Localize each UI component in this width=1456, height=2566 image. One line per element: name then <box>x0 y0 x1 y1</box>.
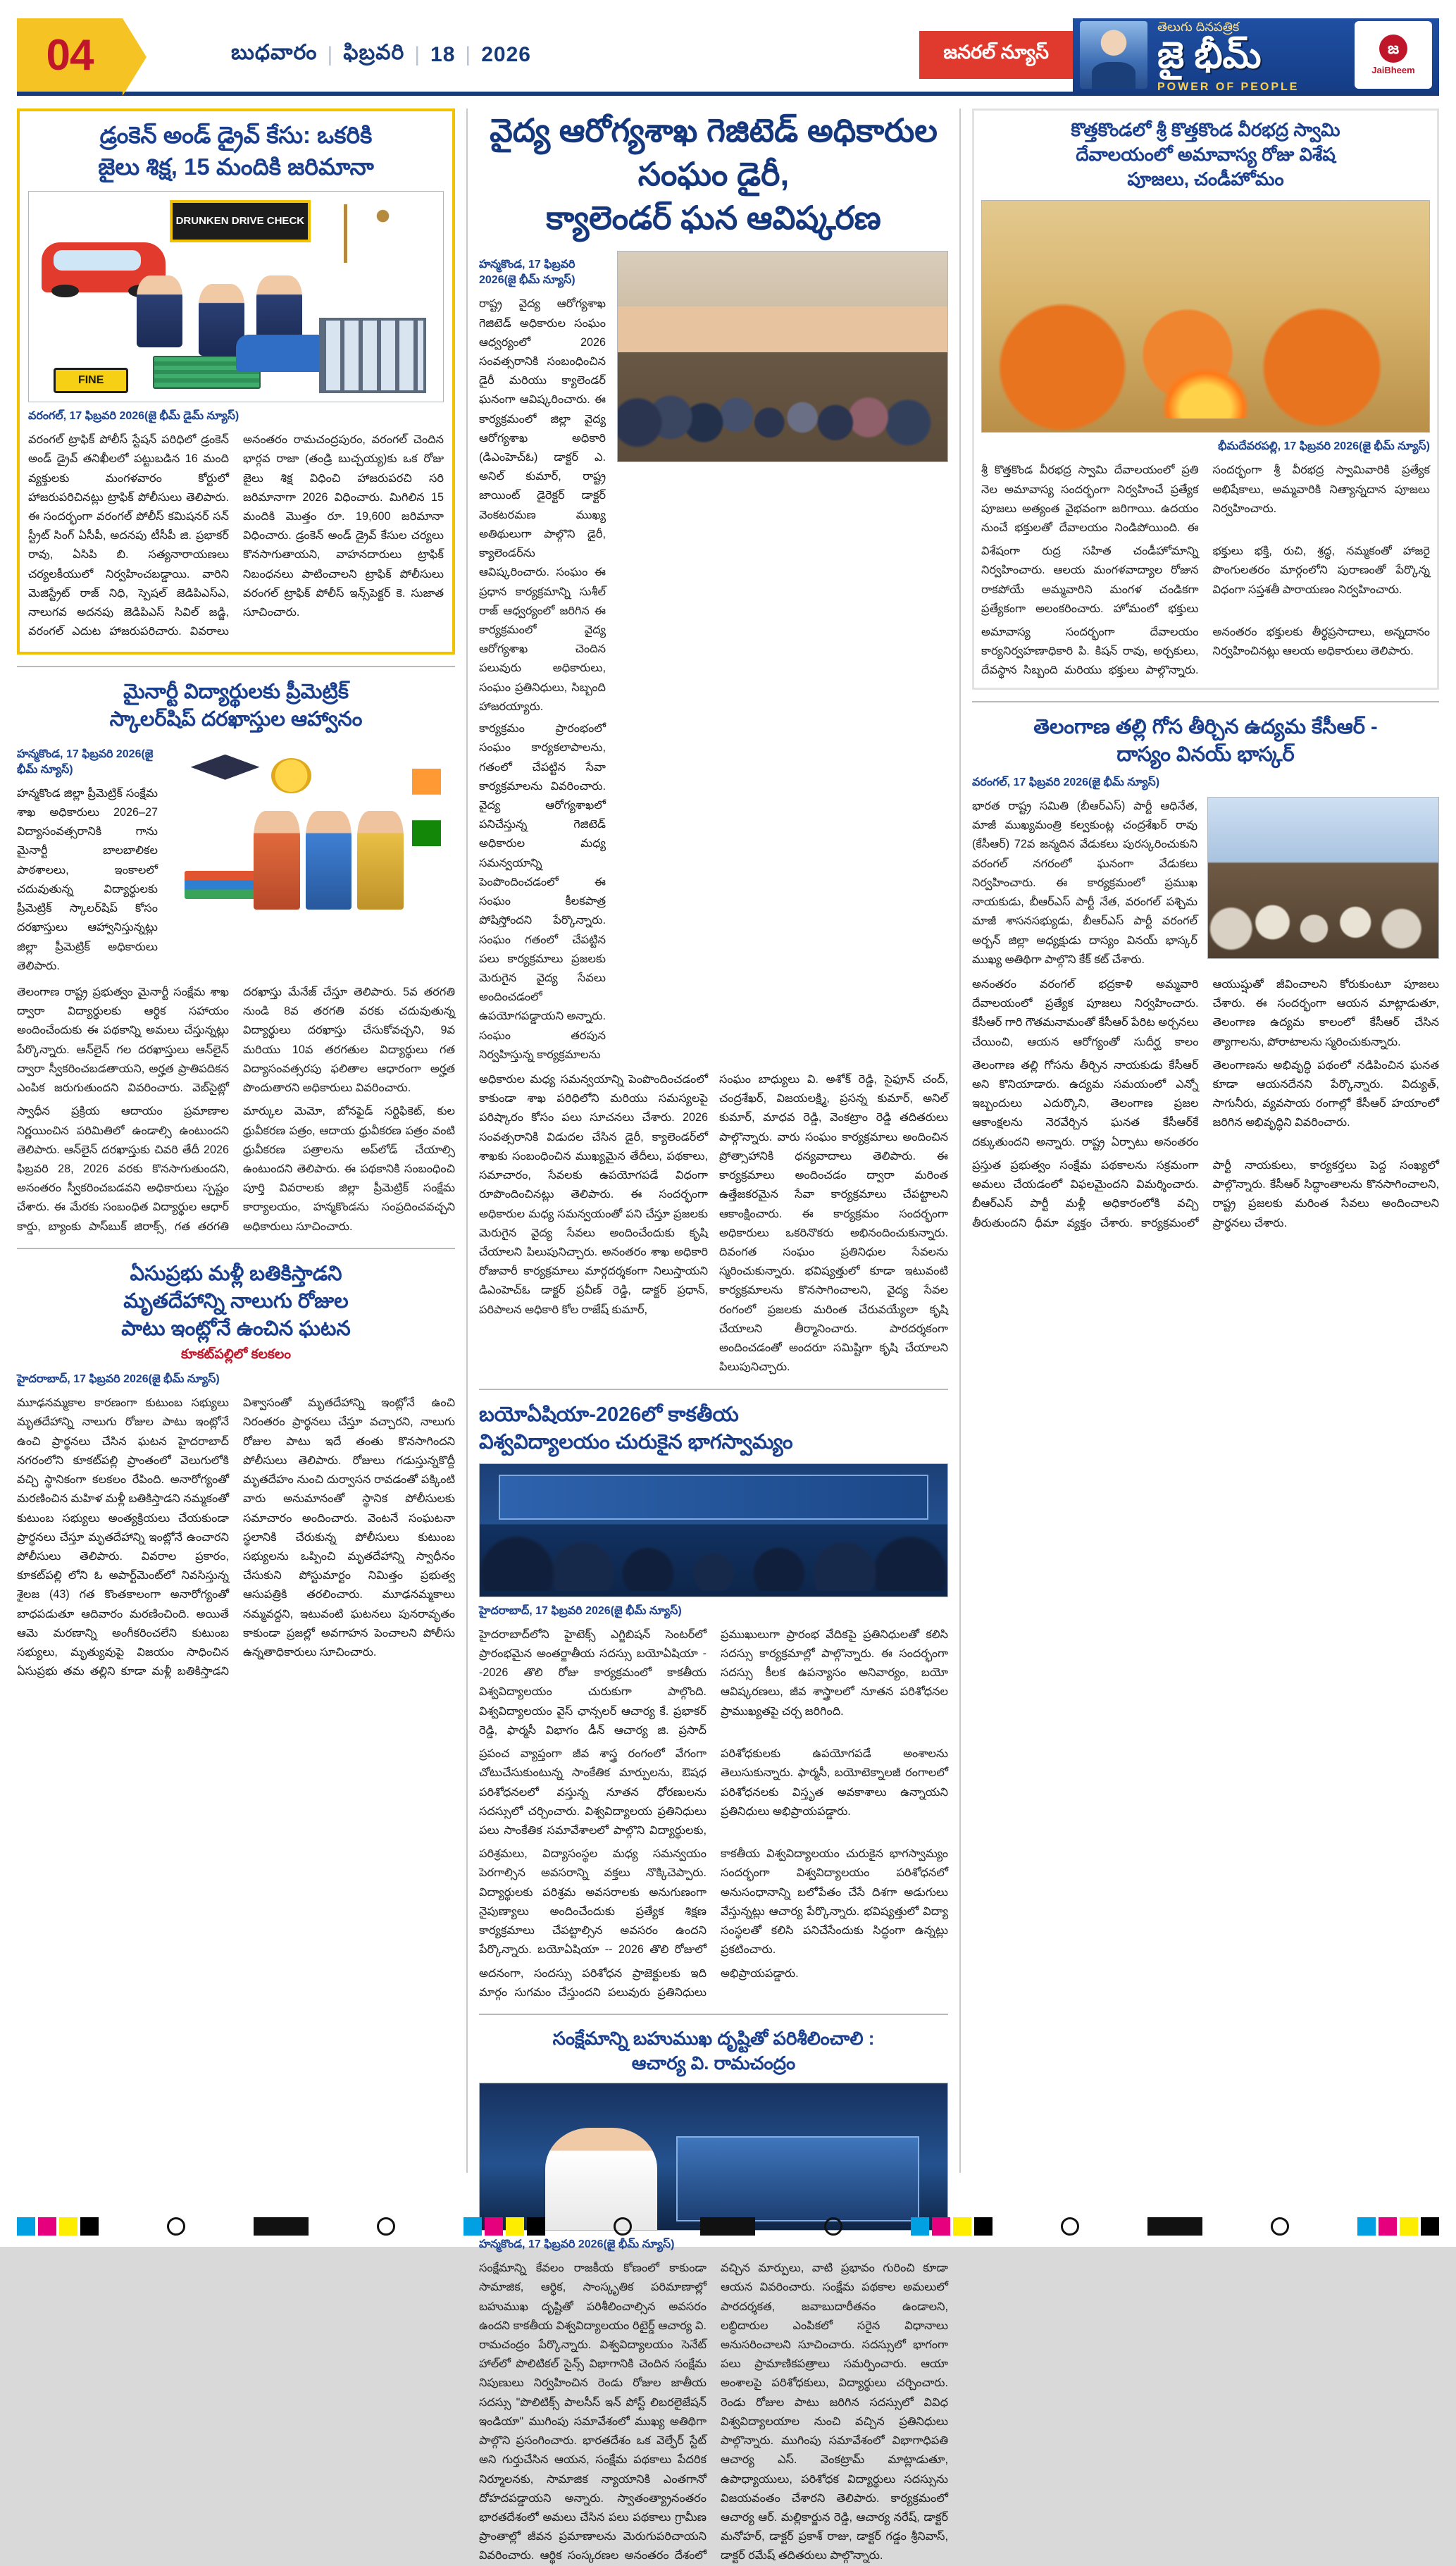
body-drunken-drive: వరంగల్ ట్రాఫిక్ పోలీస్ స్టేషన్ పరిధిలో డ్రంకెన్ అండ్ డ్రైవ్ తనిఖీలలో పట్టుబడిన 16 మంది వ్యక్తులకు మంగళవారం కోర్టులో హాజరుపరిచినట్లు ట్రాఫిక్ పోలీసులు తెలిపారు. ఈ సందర్భంగా వరంగల్ పోలీస్ కమిషనర్ సన్ స్ట్రీట్ సింగ్ ఏసీపీ, అదనపు టీసీపీ జి. ప్రభాకర్ రావు, ఏసిపి బి. సత్యనారాయణలు చర్యలకీయులో నిర్వహించబడ్డాయి. వారిని మెజిస్ట్రేట్ రాజ్ నిధి, స్పెషల్ జెడిపిఎస్ఎ, నాలుగవ అదనపు జెడిపిఎస్ సివిల్ జడ్జి, వరంగల్ ఎదుట హాజరుపరిచారు. వివరాలు అనంతరం రామచంద్రపురం, వరంగల్ చెందిన భార్గవ రాజా (తండ్రి బుచ్చయ్య)కు ఒక రోజు జైలు శిక్ష విధించి హాజరుపరచి సరి జరిమానాగా 2026 విధించారు. మిగిలిన 15 మందికి మొత్తం రూ. 19,600 జరిమానా విధించారు. డ్రంకెన్ అండ్ డ్రైవ్ కేసుల చర్యలు కొనసాగుతాయని, వాహనదారులు ట్రాఫిక్ నిబంధనలు పాటించాలని ట్రాఫిక్ పోలీసులు వరంగల్ ట్రాఫిక్ పోలీస్ ఇన్స్‌పెక్టర్ కె. సుజాత సూచించారు. <box>28 433 444 638</box>
page-number-badge <box>17 18 123 92</box>
swatch-black-3 <box>974 2217 993 2236</box>
swatch-yellow <box>59 2217 77 2236</box>
column-right <box>961 109 1439 2173</box>
swatch-group-2 <box>463 2217 545 2236</box>
black-bar-1 <box>254 2217 309 2236</box>
date-day: బుధవారం <box>231 40 318 64</box>
black-bar-2 <box>700 2217 755 2236</box>
body-temple-c: అమావాస్య సందర్భంగా దేవాలయం కార్యనిర్వహణాధికారి పి. కిషన్ రావు, అర్చకులు, దేవస్థాన సిబ్బంది మరియు భక్తులు పాల్గొన్నారు. అనంతరం భక్తులకు తీర్థప్రసాదాలు, అన్నదానం నిర్వహించినట్లు ఆలయ అధికారులు తెలిపారు. <box>981 626 1430 677</box>
body-kcr-b: అనంతరం వరంగల్ భద్రకాళి అమ్మవారి దేవాలయంలో ప్రత్యేక పూజలు నిర్వహించారు. కేసీఆర్ గారి గౌతమనామంతో కేసీఆర్ పేరిట అర్చనలు చేయించి, ఆయన ఆరోగ్యంతో సుదీర్ఘ కాలం ఆయుష్షుతో జీవించాలని కోరుకుంటూ పూజలు చేశారు. ఈ సందర్భంగా ఆయన మాట్లాడుతూ, తెలంగాణ ఉద్యమ కాలంలో కేసీఆర్ చేసిన త్యాగాలను, పోరాటాలను స్మరించుకున్నారు. <box>972 977 1439 1048</box>
byline-kcr: వరంగల్, 17 ఫిబ్రవరి 2026(జై భీమ్ న్యూస్) <box>972 776 1160 788</box>
headline-kcr-line2: దాస్యం వినయ్ భాస్కర్ <box>1116 743 1295 766</box>
article-kukatpally-incident <box>17 1260 455 1682</box>
body-bioasia-b: ప్రపంచ వ్యాప్తంగా జీవ శాస్త్ర రంగంలో వేగంగా చోటుచేసుకుంటున్న సాంకేతిక మార్పులను, ఔషధ పరిశోధనలలో వస్తున్న నూతన ధోరణులను సదస్సులో చర్చించారు. విశ్వవిద్యాలయ ప్రతినిధులు పలు సాంకేతిక సమావేశాలలో పాల్గొని విద్యార్థులకు, పరిశోధకులకు ఉపయోగపడే అంశాలను తెలుసుకున్నారు. ఫార్మసీ, బయోటెక్నాలజీ రంగాలలో పరిశోధనలకు విస్తృత అవకాశాలు ఉన్నాయని ప్రతినిధులు అభిప్రాయపడ్డారు. <box>479 1747 948 1837</box>
swatch-yellow-2 <box>506 2217 524 2236</box>
date-sep-3: | <box>465 43 472 66</box>
headline-welfare-line1: సంక్షేమాన్ని బహుముఖ దృష్టితో పరిశీలించాలి : <box>552 2027 875 2049</box>
body-diary-b: కార్యక్రమం ప్రారంభంలో సంఘం కార్యకలాపాలను, గతంలో చేపట్టిన సేవా కార్యక్రమాలను వివరించారు. వైద్య ఆరోగ్యశాఖలో పనిచేస్తున్న గెజిటెడ్ అధికారుల మధ్య సమన్వయాన్ని పెంపొందించడంలో ఈ సంఘం కీలకపాత్ర పోషిస్తోందని పేర్కొన్నారు. సంఘం గతంలో చేపట్టిన పలు కార్యక్రమాలు ప్రజలకు మెరుగైన వైద్య సేవలు అందించడంలో ఉపయోగపడ్డాయని అన్నారు. సంఘం తరపున నిర్వహిస్తున్న కార్యక్రమాలను <box>479 722 606 1061</box>
graduation-cap-icon <box>191 755 260 786</box>
india-flag-icon <box>412 769 441 846</box>
date-band <box>147 18 919 92</box>
brand-small-top: తెలుగు దినపత్రిక <box>1157 19 1240 34</box>
photo-stage-delegates <box>480 1533 947 1592</box>
registration-mark-2 <box>377 2217 395 2236</box>
print-registration-footer <box>17 2214 1439 2238</box>
swatch-black <box>80 2217 99 2236</box>
registration-mark-1 <box>167 2217 185 2236</box>
swatch-group-4 <box>1357 2217 1439 2236</box>
brand-title: జై భీమ్ <box>1157 35 1262 76</box>
swatch-cyan-3 <box>911 2217 929 2236</box>
police-officer-icon-1 <box>137 275 182 347</box>
kicker-kukatpally: కూకట్‌పల్లిలో కలకలం <box>180 1347 291 1363</box>
registration-mark-3 <box>614 2217 632 2236</box>
headline-drunken-drive-line1: డ్రంకెన్ అండ్ డ్రైవ్ కేసు: ఒకరికి <box>99 122 373 148</box>
byline-drunken-drive: వరంగల్, 17 ఫిబ్రవరి 2026(జై భీమ్ డైమ్ న్యూస్) <box>28 410 239 423</box>
seminar-panel-photo <box>479 2083 948 2231</box>
photo-people-bodies <box>618 332 947 462</box>
photo-party-workers <box>1208 853 1438 958</box>
article-welfare-seminar <box>479 2026 948 2566</box>
fine-label-icon: FINE <box>54 368 128 393</box>
brand-block <box>1073 18 1439 92</box>
logo-text: JaiBheem <box>1371 64 1415 75</box>
registration-mark-5 <box>1061 2217 1079 2236</box>
article-scholarship <box>17 678 455 1236</box>
body-temple-a: శ్రీ కొత్తకొండ వీరభద్ర స్వామి దేవాలయంలో ప్రతి నెల అమావాస్య సందర్భంగా నిర్వహించే ప్రత్యేక పూజలు అత్యంత వైభవంగా జరిగాయి. ఉదయం నుంచే భక్తులతో దేవాలయం నిండిపోయింది. ఈ సందర్భంగా శ్రీ వీరభద్ర స్వామివారికి ప్రత్యేక అభిషేకాలు, అమ్మవారికి నిత్యాన్నదాన పూజలు నిర్వహించారు. <box>981 464 1430 534</box>
swatch-magenta-2 <box>485 2217 503 2236</box>
body-bioasia-a: హైదరాబాద్‌లోని హైటెక్స్ ఎగ్జిబిషన్ సెంటర్‌లో ప్రారంభమైన అంతర్జాతీయ సదస్సు బయోఏషియా --2026 తొలి రోజు కార్యక్రమంలో కాకతీయ విశ్వవిద్యాలయం చురుకుగా పాల్గొంది. విశ్వవిద్యాలయం వైస్ ఛాన్సలర్ ఆచార్య కే. ప్రభాకర్ రెడ్డి, ఫార్మసీ విభాగం డీన్ ఆచార్య జి. ప్రసాద్ ప్రముఖులుగా ప్రారంభ వేదికపై ప్రతినిధులతో కలిసి సదస్సు కార్యక్రమాల్లో పాల్గొన్నారు. ఈ సందర్భంగా సదస్సు కీలక ఉపన్యాసం అనివార్యం, బయో ఆవిష్కరణలు, జీవ శాస్త్రాలలో నూతన పరిశోధనల ప్రాముఖ్యతపై చర్చ జరిగింది. <box>479 1628 948 1737</box>
registration-mark-4 <box>824 2217 842 2236</box>
medal-icon <box>271 758 311 793</box>
swatch-yellow-4 <box>1400 2217 1418 2236</box>
body-diary-a: రాష్ట్ర వైద్య ఆరోగ్యశాఖ గెజిటెడ్ అధికారుల సంఘం ఆధ్వర్యంలో 2026 సంవత్సరానికి సంబంధించిన డైరీ మరియు క్యాలెండర్ ఘనంగా ఆవిష్కరించారు. ఈ కార్యక్రమంలో జిల్లా వైద్య ఆరోగ్యశాఖ అధికారి (డిఎంహెచ్‌ఓ) డాక్టర్ ఎ. అనిల్ కుమార్, రాష్ట్ర జాయింట్ డైరెక్టర్ డాక్టర్ వెంకటరమణ ముఖ్య అతిథులుగా పాల్గొని డైరీ, క్యాలెండర్‌ను ఆవిష్కరించారు. సంఘం ఈ ప్రధాన కార్యక్రమాన్ని సుశీల్ రాజ్ ఆధ్వర్యంలో జరిగిన ఈ కార్యక్రమంలో వైద్య ఆరోగ్యశాఖ చెందిన పలువురు అధికారులు, సంఘం ప్రతినిధులు, సిబ్బంది హాజరయ్యారు. <box>479 297 606 713</box>
section-tag: జనరల్ న్యూస్ <box>919 31 1073 79</box>
swatch-cyan-4 <box>1357 2217 1376 2236</box>
article-kcr-birthday <box>972 714 1439 1233</box>
drunken-drive-illustration <box>28 191 444 402</box>
swatch-black-4 <box>1421 2217 1439 2236</box>
body-scholarship-a: హన్మకొండ జిల్లా ప్రీమెట్రిక్ సంక్షేమ శాఖ అధికారులు 2026–27 విద్యాసంవత్సరానికి గాను మైనార్టీ బాలబాలికల పాఠశాలలు, ఇంకాలలో చదువుతున్న విద్యార్థులకు ప్రీమెట్రిక్ స్కాలర్‌షిప్ కోసం దరఖాస్తులు ఆహ్వానిస్తున్నట్లు జిల్లా ప్రీమెట్రిక్ అధికారులు తెలిపారు. <box>17 786 158 972</box>
body-scholarship-b: తెలంగాణ రాష్ట్ర ప్రభుత్వం మైనార్టీ సంక్షేమ శాఖ ద్వారా విద్యార్థులకు ఆర్థిక సహాయం అందించేందుకు ఈ పథకాన్ని అమలు చేస్తున్నట్లు పేర్కొన్నారు. ఆన్‌లైన్ గల దరఖాస్తులు ఆన్‌లైన్ ద్వారా స్వీకరించబడతాయని, అర్హత ప్రాతిపదికన ఎంపిక జరుగుతుందని వివరించారు. వెబ్‌సైట్లో దరఖాస్తు మేనేజ్ చేస్తూ తెలిపారు. 5వ తరగతి నుండి 8వ తరగతి వరకు చదువుతున్న విద్యార్థులు దరఖాస్తు చేసుకోవచ్చని, 9వ మరియు 10వ తరగతుల విద్యార్థులు గత విద్యాసంవత్సరపు ఫలితాల ఆధారంగా అర్హత పొందుతారని అధికారులు వివరించారు. <box>17 985 455 1095</box>
page-number-arrow <box>123 18 147 96</box>
byline-temple: భీమదేవరపల్లి, 17 ఫిబ్రవరి 2026(జై భీమ్ న్యూస్) <box>1218 440 1430 453</box>
divider-1 <box>17 666 455 667</box>
swatch-cyan-2 <box>463 2217 482 2236</box>
divider-5 <box>972 701 1439 702</box>
ambedkar-portrait-icon <box>1080 21 1147 89</box>
body-scholarship-c: స్వాధీన ప్రక్రియ ఆదాయం ప్రమాణాల నిర్ణయించిన పరిమితిలో ఉండాల్సి ఉంటుందని తెలిపారు. ఆన్‌లైన్ దరఖాస్తుకు చివరి తేదీ 2026 ఫిబ్రవరి 28, 2026 వరకు కొనసాగుతుందని, అనంతరం స్వీకరించబడవని అధికారులు స్పష్టం చేశారు. ఈ మేరకు సంబంధిత విద్యార్థుల ఆధార్ కార్డు, బ్యాంకు పాస్‌బుక్ జిరాక్స్, గత తరగతి మార్కుల మెమో, బోనఫైడ్ సర్టిఫికెట్, కుల ధ్రువీకరణ పత్రం, ఆదాయ ధ్రువీకరణ పత్రం వంటి ధ్రువీకరణ పత్రాలను అప్‌లోడ్ చేయాల్సి ఉంటుందని తెలిపారు. ఈ పథకానికి సంబంధించి పూర్తి వివరాలకు జిల్లా ప్రీమెట్రిక్ సంక్షేమ కార్యాలయం, హన్మకొండను సంప్రదించవచ్చని అధికారులు సూచించారు. <box>17 1105 455 1233</box>
body-bioasia-c: పరిశ్రమలు, విద్యాసంస్థల మధ్య సమన్వయం పెరగాల్సిన అవసరాన్ని వక్తలు నొక్కిచెప్పారు. విద్యార్థులకు పరిశ్రమ అవసరాలకు అనుగుణంగా నైపుణ్యాలు అందించేందుకు ప్రత్యేక శిక్షణ కార్యక్రమాలు చేపట్టాల్సిన అవసరం ఉందని పేర్కొన్నారు. బయోఏషియా -- 2026 తొలి రోజులో కాకతీయ విశ్వవిద్యాలయం చురుకైన భాగస్వామ్యం సందర్భంగా విశ్వవిద్యాలయం పరిశోధనలో అనుసంధానాన్ని బలోపేతం చేసే దిశగా అడుగులు వేస్తున్నట్లు ఆచార్య పేర్కొన్నారు. భవిష్యత్తులో విద్యా సంస్థలతో కలిసి పనిచేసేందుకు సిద్ధంగా ఉన్నట్లు ప్రకటించారు. <box>479 1847 948 1957</box>
swatch-group-1 <box>17 2217 99 2236</box>
headline-bioasia-line2: విశ్వవిద్యాలయం చురుకైన భాగస్వామ్యం <box>479 1430 793 1454</box>
headline-temple-line3: పూజలు, చండీహోమం <box>1127 168 1284 190</box>
divider-4 <box>479 2014 948 2015</box>
headline-kukatpally-line1: ఏసుప్రభు మళ్లీ బతికిస్తాడని <box>130 1262 342 1285</box>
article-bioasia <box>479 1401 948 2002</box>
homam-fire-icon <box>1161 367 1250 418</box>
headline-kcr-line1: తెలంగాణ తల్లి గోస తీర్చిన ఉద్యమ కేసీఆర్ - <box>1033 715 1378 738</box>
bioasia-conference-photo <box>479 1463 948 1597</box>
wheel-left-icon <box>51 285 79 298</box>
body-bioasia-d: అదనంగా, సందస్సు పరిశోధన ప్రాజెక్టులకు ఇది మార్గం సుగమం చేస్తుందని పలువురు ప్రతినిధులు అభిప్రాయపడ్డారు. <box>479 1966 799 1999</box>
diary-calendar-release-photo <box>617 251 948 462</box>
headline-scholarship-line2: స్కాలర్‌షిప్ దరఖాస్తుల ఆహ్వానం <box>109 707 363 731</box>
byline-bioasia: హైదరాబాద్, 17 ఫిబ్రవరి 2026(జై భీమ్ న్యూస్) <box>479 1604 682 1617</box>
temple-puja-photo <box>981 200 1430 433</box>
swatch-yellow-3 <box>953 2217 971 2236</box>
jail-bars-icon <box>319 318 427 393</box>
body-kcr-d: ప్రస్తుత ప్రభుత్వం సంక్షేమ పథకాలను సక్రమంగా అమలు చేయడంలో విఫలమైందని విమర్శించారు. బీఆర్‌ఎస్ పార్టీ మళ్లీ అధికారంలోకి వచ్చి తీరుతుందని ధీమా వ్యక్తం చేశారు. కార్యక్రమంలో పార్టీ నాయకులు, కార్యకర్తలు పెద్ద సంఖ్యలో పాల్గొన్నారు. కేసీఆర్ సిద్ధాంతాలను కొనసాగించాలని, రాష్ట్ర ప్రజలకు మరింత సేవలు అందించాలని ప్రార్థనలు చేశారు. <box>972 1158 1439 1229</box>
divider-2 <box>17 1248 455 1249</box>
masthead <box>17 18 1439 96</box>
article-temple-puja <box>972 109 1439 690</box>
photo-panel-banner <box>676 2136 919 2221</box>
article-drunken-drive <box>17 109 455 655</box>
body-kukatpally: మూఢనమ్మకాల కారణంగా కుటుంబ సభ్యులు మృతదేహాన్ని నాలుగు రోజుల పాటు ఇంట్లోనే ఉంచి ప్రార్థనలు చేసిన ఘటన హైదరాబాద్ నగరంలోని కూకట్‌పల్లి ప్రాంతంలో వెలుగులోకి వచ్చి స్థానికంగా కలకలం రేపింది. అనారోగ్యంతో మరణించిన మహిళ మళ్లీ బతికిస్తాడని నమ్మకంతో కుటుంబ సభ్యులు అంత్యక్రియలు చేయకుండా ప్రార్థనలు చేస్తూ మృతదేహాన్ని ఇంట్లోనే ఉంచారని పోలీసులు తెలిపారు. వివరాల ప్రకారం, కూకట్‌పల్లి లోని ఓ అపార్ట్‌మెంట్‌లో నివసిస్తున్న శైలజ (43) గత కొంతకాలంగా అనారోగ్యంతో బాధపడుతూ ఆదివారం మరణించింది. అయితే ఆమె మరణాన్ని అంగీకరించలేని కుటుంబ సభ్యులు, మృత్యువుపై విజయం సాధించిన ఏసుప్రభు తమ తల్లిని కూడా మళ్లీ బతికిస్తాడని విశ్వాసంతో మృతదేహాన్ని ఇంట్లోనే ఉంచి నిరంతరం ప్రార్థనలు చేస్తూ వచ్చారని, నాలుగు రోజుల పాటు ఇదే తంతు కొనసాగిందని పోలీసులు తెలిపారు. రోజులు గడుస్తున్నకొద్దీ మృతదేహం నుంచి దుర్వాసన రావడంతో పక్కింటి వారు అనుమానంతో స్థానిక పోలీసులకు సమాచారం అందించారు. వెంటనే సంఘటనా స్థలానికి చేరుకున్న పోలీసులు కుటుంబ సభ్యులను ఒప్పించి మృతదేహాన్ని స్వాధీనం చేసుకుని పోస్టుమార్టం నిమిత్తం ప్రభుత్వ ఆసుపత్రికి తరలించారు. మూఢనమ్మకాలు నమ్మవద్దని, ఇటువంటి ఘటనలు పునరావృతం కాకుండా ప్రజల్లో అవగాహన పెంచాలని పోలీసు ఉన్నతాధికారులు సూచించారు. <box>17 1396 455 1678</box>
brand-text <box>1153 18 1355 92</box>
body-temple-b: విశేషంగా రుద్ర సహిత చండీహోమాన్ని నిర్వహించారు. ఆలయ మంగళవాద్యాల రోజున రాకపోయే అమ్మవారిని మంగళ చండికగా ప్రత్యేకంగా అలంకరించారు. హోమంలో భక్తులు భక్తులు భక్తి, రుచి, శ్రద్ధ, నమ్మకంతో హాజరై పొంగులతరం మార్గంలోని పురాణంతో పేర్కొన్న విధంగా సప్తశతీ పారాయణం నిర్వహించారు. <box>981 545 1430 615</box>
page-content <box>17 109 1439 2562</box>
body-welfare: సంక్షేమాన్ని కేవలం రాజకీయ కోణంలో కాకుండా సామాజిక, ఆర్థిక, సాంస్కృతిక పరిమాణాల్లో బహుముఖ దృష్టితో పరిశీలించాల్సిన అవసరం ఉందని కాకతీయ విశ్వవిద్యాలయం రిటైర్డ్ ఆచార్య వి. రామచంద్రం పేర్కొన్నారు. విశ్వవిద్యాలయం సెనేట్ హాల్‌లో పొలిటికల్ సైన్స్ విభాగానికి చెందిన సంక్షేమ నిపుణులు నిర్వహించిన రెండు రోజుల జాతీయ సదస్సు "పొలిటిక్స్ పాలసీస్ ఇన్ పోస్ట్ లిబరలైజేషన్ ఇండియా" ముగింపు సమావేశంలో ముఖ్య అతిథిగా పాల్గొని ప్రసంగించారు. భారతదేశం ఒక వెల్ఫేర్ స్టేట్ అని గుర్తుచేసిన ఆయన, సంక్షేమ పథకాలు పేదరిక నిర్మూలనకు, సామాజిక న్యాయానికి ఎంతగానో దోహదపడ్డాయని అన్నారు. స్వాతంత్య్రానంతరం భారతదేశంలో అమలు చేసిన పలు పథకాలు గ్రామీణ ప్రాంతాల్లో జీవన ప్రమాణాలను మెరుగుపరిచాయని వివరించారు. ఆర్థిక సంస్కరణల అనంతరం దేశంలో వచ్చిన మార్పులు, వాటి ప్రభావం గురించి కూడా ఆయన వివరించారు. సంక్షేమ పథకాల అమలులో పారదర్శకత, జవాబుదారీతనం ఉండాలని, లబ్ధిదారుల ఎంపికలో సరైన విధానాలు అనుసరించాలని సూచించారు. సదస్సులో భాగంగా పలు ప్రామాణికపత్రాలు సమర్పించారు. ఆయా అంశాలపై పరిశోధకులు, విద్యార్థులు చర్చించారు. రెండు రోజుల పాటు జరిగిన సదస్సులో వివిధ విశ్వవిద్యాలయాల నుంచి వచ్చిన ప్రతినిధులు పాల్గొన్నారు. ముగింపు సమావేశంలో విభాగాధిపతి ఆచార్య ఎస్. వెంకట్రామ్ మాట్లాడుతూ, ఉపాధ్యాయులు, పరిశోధక విద్యార్థులు సదస్సును విజయవంతం చేశారని తెలిపారు. కార్యక్రమంలో ఆచార్య ఆర్. మల్లికార్జున రెడ్డి, ఆచార్య నరేష్, డాక్టర్ మనోహర్, డాక్టర్ ప్రకాశ్ రాజు, డాక్టర్ గడ్డం శ్రీనివాస్, డాక్టర్ రమేష్ తదితరులు పాల్గొన్నారు. <box>479 2262 948 2562</box>
student-icon-1 <box>254 811 299 910</box>
logo-mark-icon: జ <box>1379 35 1407 63</box>
brs-meeting-photo <box>1207 797 1439 959</box>
divider-3 <box>479 1389 948 1390</box>
byline-scholarship: హన్మకొండ, 17 ఫిబ్రవరి 2026(జై భీమ్ న్యూస్) <box>17 748 154 776</box>
swatch-magenta-3 <box>932 2217 950 2236</box>
body-kcr-a: భారత రాష్ట్ర సమితి (బీఆర్‌ఎస్) పార్టీ ఆధినేత, మాజీ ముఖ్యమంత్రి కల్వకుంట్ల చంద్రశేఖర్ రావు (కేసీఆర్) 72వ జన్మదిన వేడుకలు పురస్కరించుకుని వరంగల్ నగరంలో ఘనంగా వేడుకలు నిర్వహించారు. ఈ కార్యక్రమంలో ప్రముఖ నాయకుడు, బీఆర్‌ఎస్ పార్టీ నేత, వరంగల్ పశ్చిమ మాజీ శాసనసభ్యుడు, బీఆర్‌ఎస్ పార్టీ వరంగల్ అర్బన్ జిల్లా అధ్యక్షుడు దాస్యం వినయ్ భాస్కర్ ముఖ్య అతిథిగా పాల్గొని కేక్ కట్ చేశారు. <box>972 799 1197 966</box>
headline-diary-line2: క్యాలెండర్ ఘన ఆవిష్కరణ <box>546 199 881 237</box>
body-diary-d: సంఘం బాధ్యులు వి. అశోక్ రెడ్డి, సైఫూన్ చంద్, చంద్రశేఖర్, విజయలక్ష్మి, ప్రసన్న కుమార్, అనిల్ కుమార్, మాధవ రెడ్డి, వెంకట్రాం రెడ్డి తదితరులు పాల్గొన్నారు. వారు సంఘం కార్యక్రమాలు అందించిన ప్రోత్సాహానికి ధన్యవాదాలు తెలిపారు. ఈ కార్యక్రమాలు అందించడం ద్వారా మరింత ఉత్తేజకరమైన సేవా కార్యక్రమాలు చేపట్టాలని ఆకాంక్షించారు. ఈ కార్యక్రమం సందర్భంగా అధికారులు ఒకరినొకరు అభినందించుకున్నారు. దివంగత సంఘం ప్రతినిధుల సేవలను స్మరించుకున్నారు. భవిష్యత్తులో కూడా ఇటువంటి కార్యక్రమాలను కొనసాగించాలని, వైద్య సేవల రంగంలో ప్రజలకు మరింత చేరువయ్యేలా కృషి చేయాలని తీర్మానించారు. పారదర్శకంగా అందించడంతో అందరూ సమిష్టిగా కృషి చేయాలని పిలుపునిచ్చారు. <box>719 1073 948 1374</box>
column-left <box>17 109 468 2173</box>
date-month: ఫిబ్రవరి <box>343 40 405 64</box>
date-year: 2026 <box>481 43 531 66</box>
student-icon-2 <box>306 811 351 910</box>
headline-temple-line1: కొత్తకొండలో శ్రీ కొత్తకొండ వీరభద్ర స్వామి <box>1071 119 1340 140</box>
date-sep-2: | <box>414 43 421 66</box>
headline-kukatpally-line3: పాటు ఇంట్లోనే ఉంచిన ఘటన <box>121 1318 351 1341</box>
headline-temple-line2: దేవాలయంలో అమావాస్య రోజు విశేష <box>1076 144 1336 166</box>
brand-tagline: POWER OF PEOPLE <box>1157 80 1300 92</box>
headline-drunken-drive-line2: జైలు శిక్ష, 15 మందికి జరిమానా <box>98 153 374 180</box>
swatch-cyan <box>17 2217 35 2236</box>
body-kcr-c: తెలంగాణ తల్లి గోసను తీర్చిన నాయకుడు కేసీఆర్ అని కొనియాడారు. ఉద్యమ సమయంలో ఎన్నో ఇబ్బందులు ఎదుర్కొని, తెలంగాణ ప్రజల ఆకాంక్షలను నెరవేర్చిన ఘనత కేసీఆర్‌కే దక్కుతుందని అన్నారు. రాష్ట్ర ఏర్పాటు అనంతరం తెలంగాణను అభివృద్ధి పథంలో నడిపించిన ఘనత కూడా ఆయనదేనని పేర్కొన్నారు. విద్యుత్, సాగునీరు, వ్యవసాయ రంగాల్లో కేసీఆర్ హయాంలో జరిగిన అభివృద్ధిని వివరించారు. <box>972 1058 1439 1148</box>
drunken-drive-check-sign: DRUNKEN DRIVE CHECK <box>170 200 311 242</box>
byline-diary: హన్మకొండ, 17 ఫిబ్రవరి 2026(జై భీమ్ న్యూస్) <box>479 259 575 287</box>
article-gazetted-officers-diary <box>479 109 948 1377</box>
headline-scholarship-line1: మైనార్టీ విద్యార్థులకు ప్రీమెట్రిక్ <box>123 680 349 703</box>
swatch-group-3 <box>911 2217 993 2236</box>
student-icon-3 <box>357 811 403 910</box>
headline-bioasia-line1: బయోఏషియా-2026లో కాకతీయ <box>479 1403 739 1426</box>
byline-kukatpally: హైదరాబాద్, 17 ఫిబ్రవరి 2026(జై భీమ్ న్యూస్) <box>17 1373 220 1386</box>
swatch-magenta <box>38 2217 56 2236</box>
justice-scale-icon <box>344 204 418 263</box>
column-center <box>468 109 961 2562</box>
body-diary-c: అధికారుల మధ్య సమన్వయాన్ని పెంపొందించడంలో కాకుండా శాఖ పరిధిలోని మరియు సమస్యలపై పరిష్కారం కోసం పలు సూచనలు చేశారు. 2026 సంవత్సరానికి విడుదల చేసిన డైరీ, క్యాలెండర్‌లో శాఖకు సంబంధించిన ముఖ్యమైన తేదీలు, పథకాలు, సమాచారం, సేవలకు ఉపయోగపడే విధంగా రూపొందించినట్లు తెలిపారు. ఈ సందర్భంగా అధికారుల మధ్య సమన్వయంతో పని చేస్తూ ప్రజలకు మెరుగైన వైద్య సేవలు అందించేందుకు కృషి చేయాలని పిలుపునిచ్చారు. అనంతరం శాఖ అధికారి రోజువారీ కార్యక్రమాలు మార్గదర్శకంగా నిలుస్తాయని డిఎంహెచ్‌ఓ డాక్టర్ ప్రవీణ్ రెడ్డి, డాక్టర్ ప్రధాన్, పరిపాలన అధికారి కోల రాజేష్ కుమార్, <box>479 1073 708 1316</box>
swatch-magenta-4 <box>1379 2217 1397 2236</box>
page-number: 04 <box>46 30 94 80</box>
publication-logo <box>1355 21 1432 89</box>
black-bar-3 <box>1147 2217 1202 2236</box>
swatch-black-2 <box>527 2217 545 2236</box>
headline-diary-line1: వైద్య ఆరోగ్యశాఖ గెజిటెడ్ అధికారుల సంఘం డైరీ, <box>490 112 938 193</box>
registration-mark-6 <box>1271 2217 1289 2236</box>
date-day-number: 18 <box>430 43 456 66</box>
scholarship-illustration <box>168 740 455 917</box>
photo-stage-banner <box>499 1475 929 1520</box>
headline-welfare-line2: ఆచార్య వి. రామచంద్రం <box>631 2052 796 2074</box>
date-sep-1: | <box>327 43 334 66</box>
headline-kukatpally-line2: మృతదేహాన్ని నాలుగు రోజుల <box>123 1289 349 1313</box>
byline-welfare: హన్మకొండ, 17 ఫిబ్రవరి 2026(జై భీమ్ న్యూస్) <box>479 2238 675 2251</box>
